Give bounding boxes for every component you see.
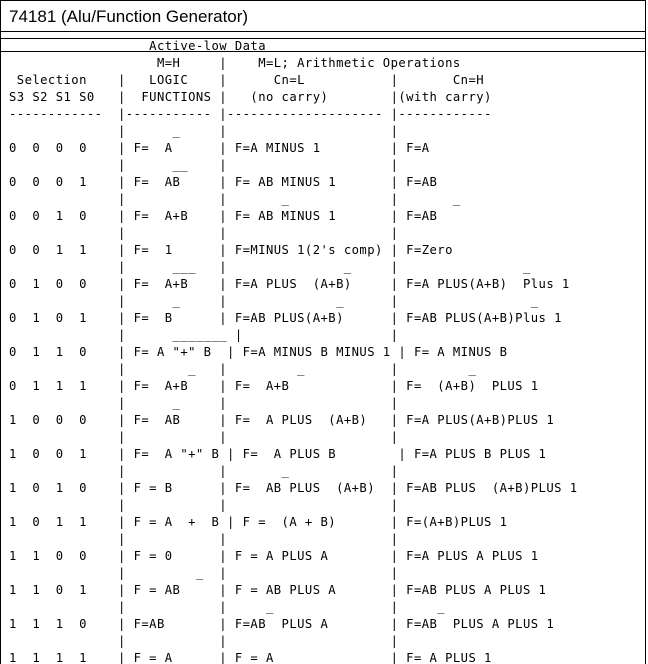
table-line: 0 0 0 0 | F= A | F=A MINUS 1 | F=A: [9, 141, 430, 155]
table-line: | | |: [9, 430, 399, 444]
ascii-table: [9, 38, 578, 664]
table-line: | | |: [9, 634, 399, 648]
table-line: | | |: [9, 532, 399, 546]
table-line: | | _ | _: [9, 192, 461, 206]
table-line: 1 1 1 0 | F=AB | F=AB PLUS A | F=AB PLUS A PLUS 1: [9, 617, 555, 631]
table-line: 0 1 1 1 | F= A+B | F= A+B | F= (A+B) PLUS 1: [9, 379, 539, 393]
page-title: 74181 (Alu/Function Generator): [0, 0, 646, 32]
table-line: ------------ |----------- |-------------------- |------------: [9, 107, 492, 121]
table-line: 0 0 0 1 | F= AB | F= AB MINUS 1 | F=AB: [9, 175, 438, 189]
table-line: 1 0 0 1 | F= A "+" B | F= A PLUS B | F=A PLUS B PLUS 1: [9, 447, 547, 461]
table-line: 0 0 1 1 | F= 1 | F=MINUS 1(2's comp) | F=Zero: [9, 243, 453, 257]
table-line: M=H | M=L; Arithmetic Operations: [9, 56, 461, 70]
table-line: | _______ | |: [9, 328, 399, 342]
table-line: 1 0 1 0 | F = B | F= AB PLUS (A+B) | F=AB PLUS (A+B)PLUS 1: [9, 481, 578, 495]
table-line: 0 0 1 0 | F= A+B | F= AB MINUS 1 | F=AB: [9, 209, 438, 223]
table-line: | | |: [9, 498, 399, 512]
table-line: | | |: [9, 226, 399, 240]
table-line: 1 0 0 0 | F= AB | F= A PLUS (A+B) | F=A PLUS(A+B)PLUS 1: [9, 413, 555, 427]
table-line: | _ | |: [9, 396, 399, 410]
table-line: 1 1 0 1 | F = AB | F = AB PLUS A | F=AB PLUS A PLUS 1: [9, 583, 547, 597]
table-line: | ___ | _ | _: [9, 260, 531, 274]
table-line: | _ | _ | _: [9, 294, 539, 308]
table-line: | | _ | _: [9, 600, 446, 614]
table-line: | __ | |: [9, 158, 399, 172]
function-table: [0, 38, 646, 664]
table-line: 0 1 1 0 | F= A "+" B | F=A MINUS B MINUS 1 | F= A MINUS B: [9, 345, 508, 359]
table-line: 0 1 0 1 | F= B | F=AB PLUS(A+B) | F=AB PLUS(A+B)Plus 1: [9, 311, 562, 325]
table-line: Active-low Data: [9, 39, 266, 53]
table-line: 1 1 0 0 | F = 0 | F = A PLUS A | F=A PLUS A PLUS 1: [9, 549, 539, 563]
table-line: | _ | |: [9, 124, 399, 138]
table-line: 1 0 1 1 | F = A + B | F = (A + B) | F=(A+B)PLUS 1: [9, 515, 508, 529]
table-line: | | _ |: [9, 464, 399, 478]
table-line: 0 1 0 0 | F= A+B | F=A PLUS (A+B) | F=A PLUS(A+B) Plus 1: [9, 277, 570, 291]
table-line: S3 S2 S1 S0 | FUNCTIONS | (no carry) |(with carry): [9, 90, 492, 104]
table-line: | _ | _ | _: [9, 362, 477, 376]
table-line: Selection | LOGIC | Cn=L | Cn=H: [9, 73, 485, 87]
table-line: 1 1 1 1 | F = A | F = A | F= A PLUS 1: [9, 651, 492, 664]
table-line: | _ | |: [9, 566, 399, 580]
